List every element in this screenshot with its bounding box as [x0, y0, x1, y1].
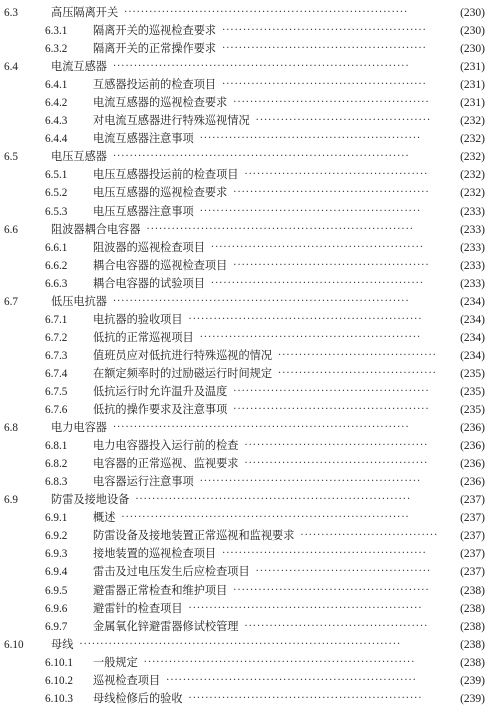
- toc-subsection-entry[interactable]: [0, 690, 493, 708]
- toc-entry-number: 6.10.1: [45, 656, 73, 669]
- toc-entry-page-number: (238): [460, 656, 485, 669]
- toc-entry-title: 母线: [51, 637, 74, 651]
- toc-subsection-entry[interactable]: [0, 545, 493, 563]
- toc-entry-title: 电力电容器投入运行前的检查: [93, 439, 239, 453]
- dot-leader: ···············································: [233, 584, 430, 596]
- toc-entry-title: 母线检修后的验收: [93, 691, 183, 705]
- toc-subsection-entry[interactable]: [0, 437, 493, 455]
- toc-section-entry[interactable]: [0, 419, 493, 437]
- toc-entry-page-number: (232): [460, 151, 485, 164]
- toc-entry-page-number: (236): [460, 476, 485, 489]
- dot-leader: ································································: [146, 223, 414, 235]
- dot-leader: ·····················································: [199, 133, 422, 145]
- toc-entry-page-number: (237): [460, 566, 485, 579]
- dot-leader: ···················································: [210, 277, 425, 289]
- toc-entry-number: 6.4: [4, 61, 18, 74]
- dot-leader: ···············································: [233, 187, 430, 199]
- toc-entry-number: 6.10: [4, 638, 24, 651]
- dot-leader: ······································: [278, 367, 437, 379]
- toc-entry-page-number: (231): [460, 61, 485, 74]
- toc-entry-title: 接地装置的巡视检查项目: [93, 547, 217, 561]
- toc-subsection-entry[interactable]: [0, 527, 493, 545]
- dot-leader: ························································: [188, 692, 423, 704]
- toc-entry-title: 电流互感器的巡视检查要求: [93, 96, 228, 110]
- toc-entry-page-number: (232): [460, 115, 485, 128]
- toc-entry-page-number: (234): [460, 349, 485, 362]
- toc-entry-title: 一般规定: [93, 655, 138, 669]
- dot-leader: ·································: [300, 530, 439, 542]
- toc-entry-page-number: (233): [460, 277, 485, 290]
- toc-subsection-entry[interactable]: [0, 563, 493, 581]
- toc-entry-number: 6.9: [4, 494, 18, 507]
- toc-subsection-entry[interactable]: [0, 94, 493, 112]
- toc-entry-page-number: (230): [460, 7, 485, 19]
- toc-entry-title: 电容器运行注意事项: [93, 475, 194, 489]
- toc-entry-page-number: (236): [460, 422, 485, 435]
- toc-subsection-entry[interactable]: [0, 654, 493, 672]
- toc-entry-title: 低抗运行时允许温升及温度: [93, 384, 228, 398]
- dot-leader: ····························································: [166, 674, 417, 686]
- dot-leader: ·················································: [222, 25, 427, 37]
- toc-entry-title: 低抗的操作要求及注意事项: [93, 403, 228, 417]
- toc-entry-title: 概述: [93, 511, 116, 525]
- toc-subsection-entry[interactable]: [0, 329, 493, 347]
- toc-subsection-entry[interactable]: [0, 365, 493, 383]
- toc-entry-title: 电压互感器: [51, 150, 107, 164]
- toc-entry-number: 6.5.1: [45, 169, 68, 182]
- toc-entry-number: 6.7.5: [45, 385, 68, 398]
- toc-subsection-entry[interactable]: [0, 166, 493, 184]
- toc-entry-title: 电压互感器投运前的检查项目: [93, 168, 239, 182]
- toc-entry-number: 6.8.2: [45, 458, 68, 471]
- dot-leader: ············································: [244, 440, 429, 452]
- toc-subsection-entry[interactable]: [0, 40, 493, 58]
- toc-entry-page-number: (239): [460, 692, 485, 705]
- toc-section-entry[interactable]: [0, 293, 493, 311]
- toc-entry-title: 高压隔离开关: [51, 6, 119, 19]
- toc-subsection-entry[interactable]: [0, 618, 493, 636]
- toc-entry-page-number: (234): [460, 313, 485, 326]
- dot-leader: ··········································: [255, 566, 432, 578]
- toc-entry-title: 对电流互感器进行特殊巡视情况: [93, 114, 250, 128]
- toc-entry-page-number: (232): [460, 169, 485, 182]
- dot-leader: ············································: [244, 620, 429, 632]
- toc-subsection-entry[interactable]: [0, 76, 493, 94]
- toc-entry-number: 6.3.2: [45, 43, 68, 56]
- toc-entry-page-number: (231): [460, 97, 485, 110]
- toc-subsection-entry[interactable]: [0, 455, 493, 473]
- dot-leader: ·······································································: [112, 151, 410, 163]
- toc-entry-page-number: (234): [460, 331, 485, 344]
- toc-entry-number: 6.4.3: [45, 115, 68, 128]
- toc-entry-title: 阻波器耦合电容器: [51, 222, 141, 236]
- toc-entry-number: 6.6.1: [45, 241, 68, 254]
- toc-entry-title: 电压互感器注意事项: [93, 204, 194, 218]
- toc-entry-number: 6.10.2: [45, 674, 73, 687]
- toc-entry-title: 电容器的正常巡视、监视要求: [93, 457, 239, 471]
- toc-subsection-entry[interactable]: [0, 509, 493, 527]
- toc-entry-title: 电力电容器: [51, 421, 107, 435]
- dot-leader: ···············································: [233, 404, 430, 416]
- toc-entry-page-number: (235): [460, 367, 485, 380]
- toc-entry-number: 6.9.7: [45, 620, 68, 633]
- dot-leader: ·················································: [222, 79, 427, 91]
- toc-entry-number: 6.9.2: [45, 530, 68, 543]
- toc-entry-number: 6.4.4: [45, 133, 68, 146]
- toc-entry-page-number: (237): [460, 494, 485, 507]
- toc-subsection-entry[interactable]: [0, 383, 493, 401]
- toc-entry-number: 6.9.4: [45, 566, 68, 579]
- toc-entry-number: 6.9.5: [45, 584, 68, 597]
- dot-leader: ·······································································: [112, 422, 410, 434]
- toc-entry-title: 避雷针的检查项目: [93, 601, 183, 615]
- toc-subsection-entry[interactable]: [0, 582, 493, 600]
- toc-entry-page-number: (233): [460, 241, 485, 254]
- toc-subsection-entry[interactable]: [0, 347, 493, 365]
- toc-entry-title: 低压电抗器: [51, 294, 107, 308]
- toc-entry-title: 互感器投运前的检查项目: [93, 78, 217, 92]
- toc-subsection-entry[interactable]: [0, 112, 493, 130]
- toc-entry-number: 6.3.1: [45, 25, 68, 38]
- dot-leader: ·································································: [143, 656, 416, 668]
- toc-entry-title: 避雷器正常检查和维护项目: [93, 583, 228, 597]
- toc-subsection-entry[interactable]: [0, 600, 493, 618]
- toc-entry-page-number: (230): [460, 43, 485, 56]
- toc-entry-number: 6.4.1: [45, 79, 68, 92]
- toc-entry-title: 雷击及过电压发生后应检查项目: [93, 565, 250, 579]
- toc-entry-title: 巡视检查项目: [93, 673, 161, 687]
- toc-entry-title: 电压互感器的巡视检查要求: [93, 186, 228, 200]
- toc-entry-page-number: (238): [460, 584, 485, 597]
- toc-entry-page-number: (236): [460, 458, 485, 471]
- dot-leader: ·············································································: [79, 638, 402, 650]
- dot-leader: ··········································: [255, 115, 432, 127]
- toc-subsection-entry[interactable]: [0, 672, 493, 690]
- toc-entry-page-number: (237): [460, 530, 485, 543]
- toc-section-entry[interactable]: [0, 4, 493, 22]
- toc-entry-number: 6.7.4: [45, 367, 68, 380]
- toc-entry-title: 电流互感器注意事项: [93, 132, 194, 146]
- toc-entry-number: 6.10.3: [45, 692, 73, 705]
- toc-entry-page-number: (237): [460, 548, 485, 561]
- toc-entry-number: 6.6: [4, 223, 18, 236]
- toc-subsection-entry[interactable]: [0, 311, 493, 329]
- toc-entry-title: 阻波器的巡视检查项目: [93, 240, 205, 254]
- dot-leader: ·····································································: [121, 512, 410, 524]
- toc-subsection-entry[interactable]: [0, 401, 493, 419]
- toc-entry-page-number: (238): [460, 602, 485, 615]
- toc-section-entry[interactable]: [0, 58, 493, 76]
- dot-leader: ·····················································: [199, 331, 422, 343]
- toc-entry-page-number: (231): [460, 79, 485, 92]
- toc-entry-page-number: (235): [460, 404, 485, 417]
- toc-entry-page-number: (239): [460, 674, 485, 687]
- toc-entry-title: 耦合电容器的巡视检查项目: [93, 258, 228, 272]
- toc-entry-page-number: (234): [460, 295, 485, 308]
- toc-entry-number: 6.7.3: [45, 349, 68, 362]
- toc-subsection-entry[interactable]: [0, 22, 493, 40]
- toc-entry-title: 防雷及接地设备: [51, 493, 130, 507]
- toc-entry-number: 6.5.2: [45, 187, 68, 200]
- toc-subsection-entry[interactable]: [0, 275, 493, 293]
- toc-entry-title: 电抗器的验收项目: [93, 312, 183, 326]
- toc-entry-page-number: (232): [460, 133, 485, 146]
- toc-entry-title: 值班员应对低抗进行特殊巡视的情况: [93, 348, 273, 362]
- dot-leader: ·················································: [222, 43, 427, 55]
- toc-entry-title: 隔离开关的巡视检查要求: [93, 24, 217, 38]
- dot-leader: ·················································: [222, 548, 427, 560]
- toc-entry-page-number: (233): [460, 205, 485, 218]
- dot-leader: ············································: [244, 169, 429, 181]
- dot-leader: ························································: [188, 313, 423, 325]
- dot-leader: ··································································: [135, 494, 412, 506]
- toc-entry-number: 6.5: [4, 151, 18, 164]
- toc-entry-number: 6.4.2: [45, 97, 68, 110]
- dot-leader: ························································: [188, 602, 423, 614]
- toc-entry-page-number: (238): [460, 620, 485, 633]
- toc-entry-title: 低抗的正常巡视项目: [93, 330, 194, 344]
- toc-entry-title: 防雷设备及接地装置正常巡视和监视要求: [93, 529, 295, 543]
- toc-subsection-entry[interactable]: [0, 130, 493, 148]
- toc-subsection-entry[interactable]: [0, 257, 493, 275]
- toc-entry-number: 6.3: [4, 7, 18, 19]
- dot-leader: ············································: [244, 458, 429, 470]
- toc-section-entry[interactable]: [0, 148, 493, 166]
- toc-entry-page-number: (230): [460, 25, 485, 38]
- dot-leader: ···············································: [233, 259, 430, 271]
- toc-section-entry[interactable]: [0, 491, 493, 509]
- toc-entry-page-number: (232): [460, 187, 485, 200]
- toc-subsection-entry[interactable]: [0, 473, 493, 491]
- toc-entry-number: 6.7.1: [45, 313, 68, 326]
- toc-entry-page-number: (238): [460, 638, 485, 651]
- toc-section-entry[interactable]: [0, 221, 493, 239]
- toc-entry-number: 6.8: [4, 422, 18, 435]
- toc-entry-number: 6.6.3: [45, 277, 68, 290]
- dot-leader: ···············································: [233, 385, 430, 397]
- dot-leader: ·······································································: [112, 295, 410, 307]
- dot-leader: ·······································································: [112, 61, 410, 73]
- toc-entry-number: 6.7.6: [45, 404, 68, 417]
- toc-entry-number: 6.7.2: [45, 331, 68, 344]
- toc-entry-title: 隔离开关的正常操作要求: [93, 42, 217, 56]
- toc-entry-number: 6.6.2: [45, 259, 68, 272]
- toc-section-entry[interactable]: [0, 636, 493, 654]
- toc-entry-number: 6.8.1: [45, 440, 68, 453]
- toc-entry-number: 6.9.3: [45, 548, 68, 561]
- dot-leader: ·····················································: [199, 205, 422, 217]
- toc-entry-page-number: (237): [460, 512, 485, 525]
- toc-entry-title: 金属氧化锌避雷器修试校管理: [93, 619, 239, 633]
- toc-entry-number: 6.5.3: [45, 205, 68, 218]
- toc-entry-number: 6.8.3: [45, 476, 68, 489]
- toc-entry-page-number: (236): [460, 440, 485, 453]
- dot-leader: ·····················································: [199, 476, 422, 488]
- toc-entry-title: 电流互感器: [51, 60, 107, 74]
- toc-subsection-entry[interactable]: [0, 203, 493, 221]
- dot-leader: ···············································: [233, 97, 430, 109]
- toc-entry-number: 6.9.1: [45, 512, 68, 525]
- dot-leader: ····································································: [124, 7, 409, 18]
- toc-subsection-entry[interactable]: [0, 184, 493, 202]
- toc-entry-title: 在额定频率时的过励磁运行时间规定: [93, 366, 273, 380]
- dot-leader: ······································: [278, 349, 437, 361]
- toc-subsection-entry[interactable]: [0, 239, 493, 257]
- toc-entry-number: 6.9.6: [45, 602, 68, 615]
- toc-entry-number: 6.7: [4, 295, 18, 308]
- toc-entry-page-number: (233): [460, 223, 485, 236]
- toc-entry-page-number: (235): [460, 385, 485, 398]
- dot-leader: ···················································: [210, 241, 425, 253]
- toc-entry-title: 耦合电容器的试验项目: [93, 276, 205, 290]
- toc-entry-page-number: (233): [460, 259, 485, 272]
